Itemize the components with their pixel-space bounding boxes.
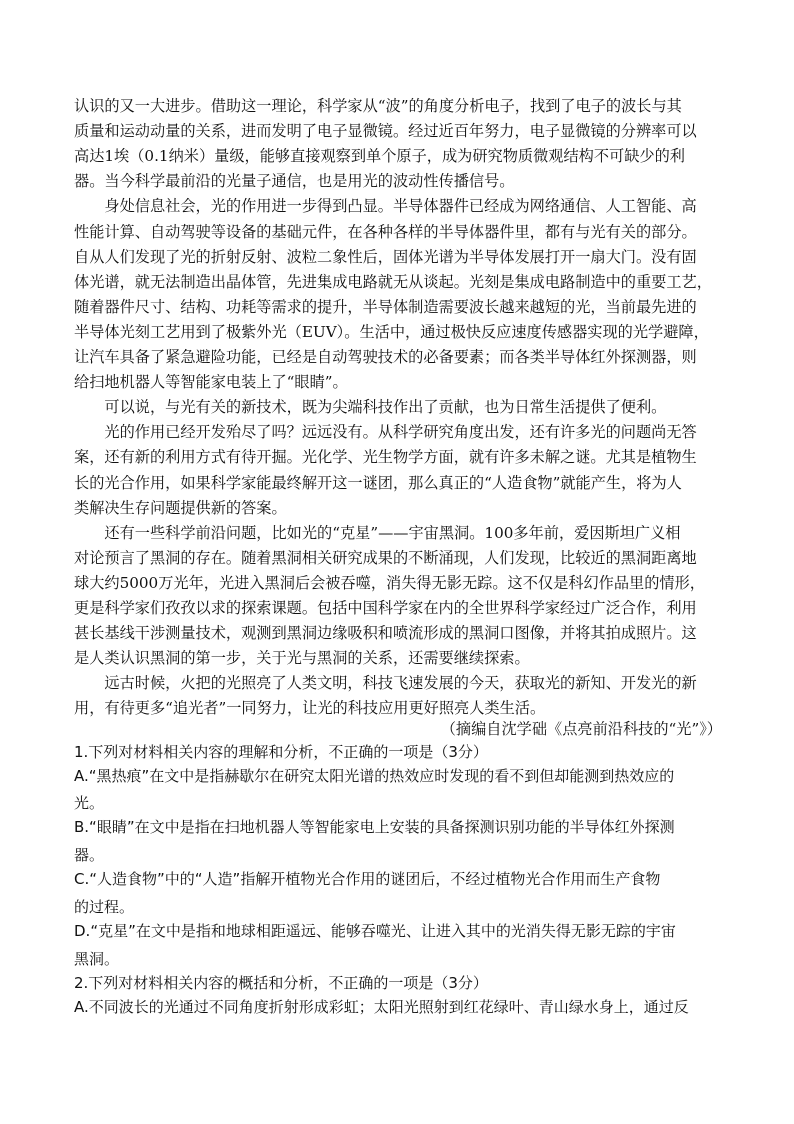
passage-line: 更是科学家们孜孜以求的探索课题。包括中国科学家在内的全世界科学家经过广泛合作，利用 bbox=[74, 599, 697, 617]
passage-line: 案，还有新的利用方式有待开掘。光化学、光生物学方面，就有许多未解之谜。尤其是植物生 bbox=[74, 448, 697, 467]
passage-line: 体光谱，就无法制造出晶体管，先进集成电路就无从谈起。光刻是集成电路制造中的重要工艺， bbox=[74, 272, 712, 291]
passage-line: 认识的又一大进步。借助这一理论，科学家从“波”的角度分析电子，找到了电子的波长与其 bbox=[74, 97, 682, 115]
passage-line: 身处信息社会，光的作用进一步得到凸显。半导体器件已经成为网络通信、人工智能、高 bbox=[74, 197, 697, 216]
passage-line: 还有一些科学前沿问题，比如光的“克星”——宇宙黑洞。100多年前，爱因斯坦广义相 bbox=[74, 523, 681, 542]
passage-line: 对论预言了黑洞的存在。随着黑洞相关研究成果的不断涌现，人们发现，比较近的黑洞距离地 bbox=[74, 548, 697, 567]
passage-line: 长的光合作用，如果科学家能最终解开这一谜团，那么真正的“人造食物”就能产生，将为人 bbox=[74, 473, 682, 492]
passage-line: 半导体光刻工艺用到了极紫外光（EUV）。生活中，通过极快反应速度传感器实现的光学避障， bbox=[74, 322, 709, 341]
question-line: D.“克星”在文中是指和地球相距遥远、能够吞噬光、让进入其中的光消失得无影无踪的宇宙 bbox=[74, 922, 676, 940]
passage-line: 球大约5000万光年，光进入黑洞后会被吞噬，消失得无影无踪。这不仅是科幻作品里的情形， bbox=[74, 573, 705, 592]
source-citation: （摘编自沈学础《点亮前沿科技的“光”》） bbox=[440, 720, 722, 738]
passage-line: 远古时候，火把的光照亮了人类文明，科技飞速发展的今天，获取光的新知、开发光的新 bbox=[74, 674, 697, 693]
question-line: A.不同波长的光通过不同角度折射形成彩虹；太阳光照射到红花绿叶、青山绿水身上，通过反 bbox=[74, 998, 689, 1016]
passage-line: 光的作用已经开发殆尽了吗？远远没有。从科学研究角度出发，还有许多光的问题尚无答 bbox=[74, 423, 697, 442]
passage-line: 类解决生存问题提供新的答案。 bbox=[74, 498, 287, 517]
question-line: C.“人造食物”中的“人造”指解开植物光合作用的谜团后，不经过植物光合作用而生产食物 bbox=[74, 870, 661, 888]
passage-line: 质量和运动动量的关系，进而发明了电子显微镜。经过近百年努力，电子显微镜的分辨率可以 bbox=[74, 122, 697, 141]
question-line: 的过程。 bbox=[74, 898, 135, 916]
question-line: 1.下列对材料相关内容的理解和分析，不正确的一项是（3分） bbox=[74, 743, 488, 761]
passage-line: 性能计算、自动驾驶等设备的基础元件，在各种各样的半导体器件里，都有与光有关的部分。 bbox=[74, 222, 697, 241]
question-line: 光。 bbox=[74, 794, 105, 812]
passage-line: 自从人们发现了光的折射反射、波粒二象性后，固体光谱为半导体发展打开一扇大门。没有固 bbox=[74, 247, 697, 266]
passage-line: 让汽车具备了紧急避险功能，已经是自动驾驶技术的必备要素；而各类半导体红外探测器，则 bbox=[74, 348, 697, 366]
question-line: 2.下列对材料相关内容的概括和分析，不正确的一项是（3分） bbox=[74, 974, 488, 992]
passage-line: 用，有待更多“追光者”一同努力，让光的科技应用更好照亮人类生活。 bbox=[74, 699, 546, 718]
passage-line: 甚长基线干涉测量技术，观测到黑洞边缘吸积和喷流形成的黑洞口图像，并将其拍成照片。这 bbox=[74, 624, 697, 643]
question-line: 黑洞。 bbox=[74, 950, 120, 968]
passage-line: 随着器件尺寸、结构、功耗等需求的提升，半导体制造需要波长越来越短的光，当前最先进的 bbox=[74, 297, 697, 316]
passage-line: 器。当今科学最前沿的光量子通信，也是用光的波动性传播信号。 bbox=[74, 172, 515, 191]
question-line: B.“眼睛”在文中是指在扫地机器人等智能家电上安装的具备探测识别功能的半导体红外探测 bbox=[74, 818, 675, 836]
passage-line: 可以说，与光有关的新技术，既为尖端科技作出了贡献，也为日常生活提供了便利。 bbox=[74, 398, 667, 417]
passage-line: 给扫地机器人等智能家电装上了“眼睛”。 bbox=[74, 373, 348, 392]
passage-line: 高达1埃（0.1纳米）量级，能够直接观察到单个原子，成为研究物质微观结构不可缺少的利 bbox=[74, 147, 685, 166]
question-line: A.“黑热痕”在文中是指赫歇尔在研究太阳光谱的热效应时发现的看不到但却能测到热效应的 bbox=[74, 767, 675, 785]
question-line: 器。 bbox=[74, 846, 105, 864]
passage-line: 是人类认识黑洞的第一步，关于光与黑洞的关系，还需要继续探索。 bbox=[74, 649, 530, 668]
